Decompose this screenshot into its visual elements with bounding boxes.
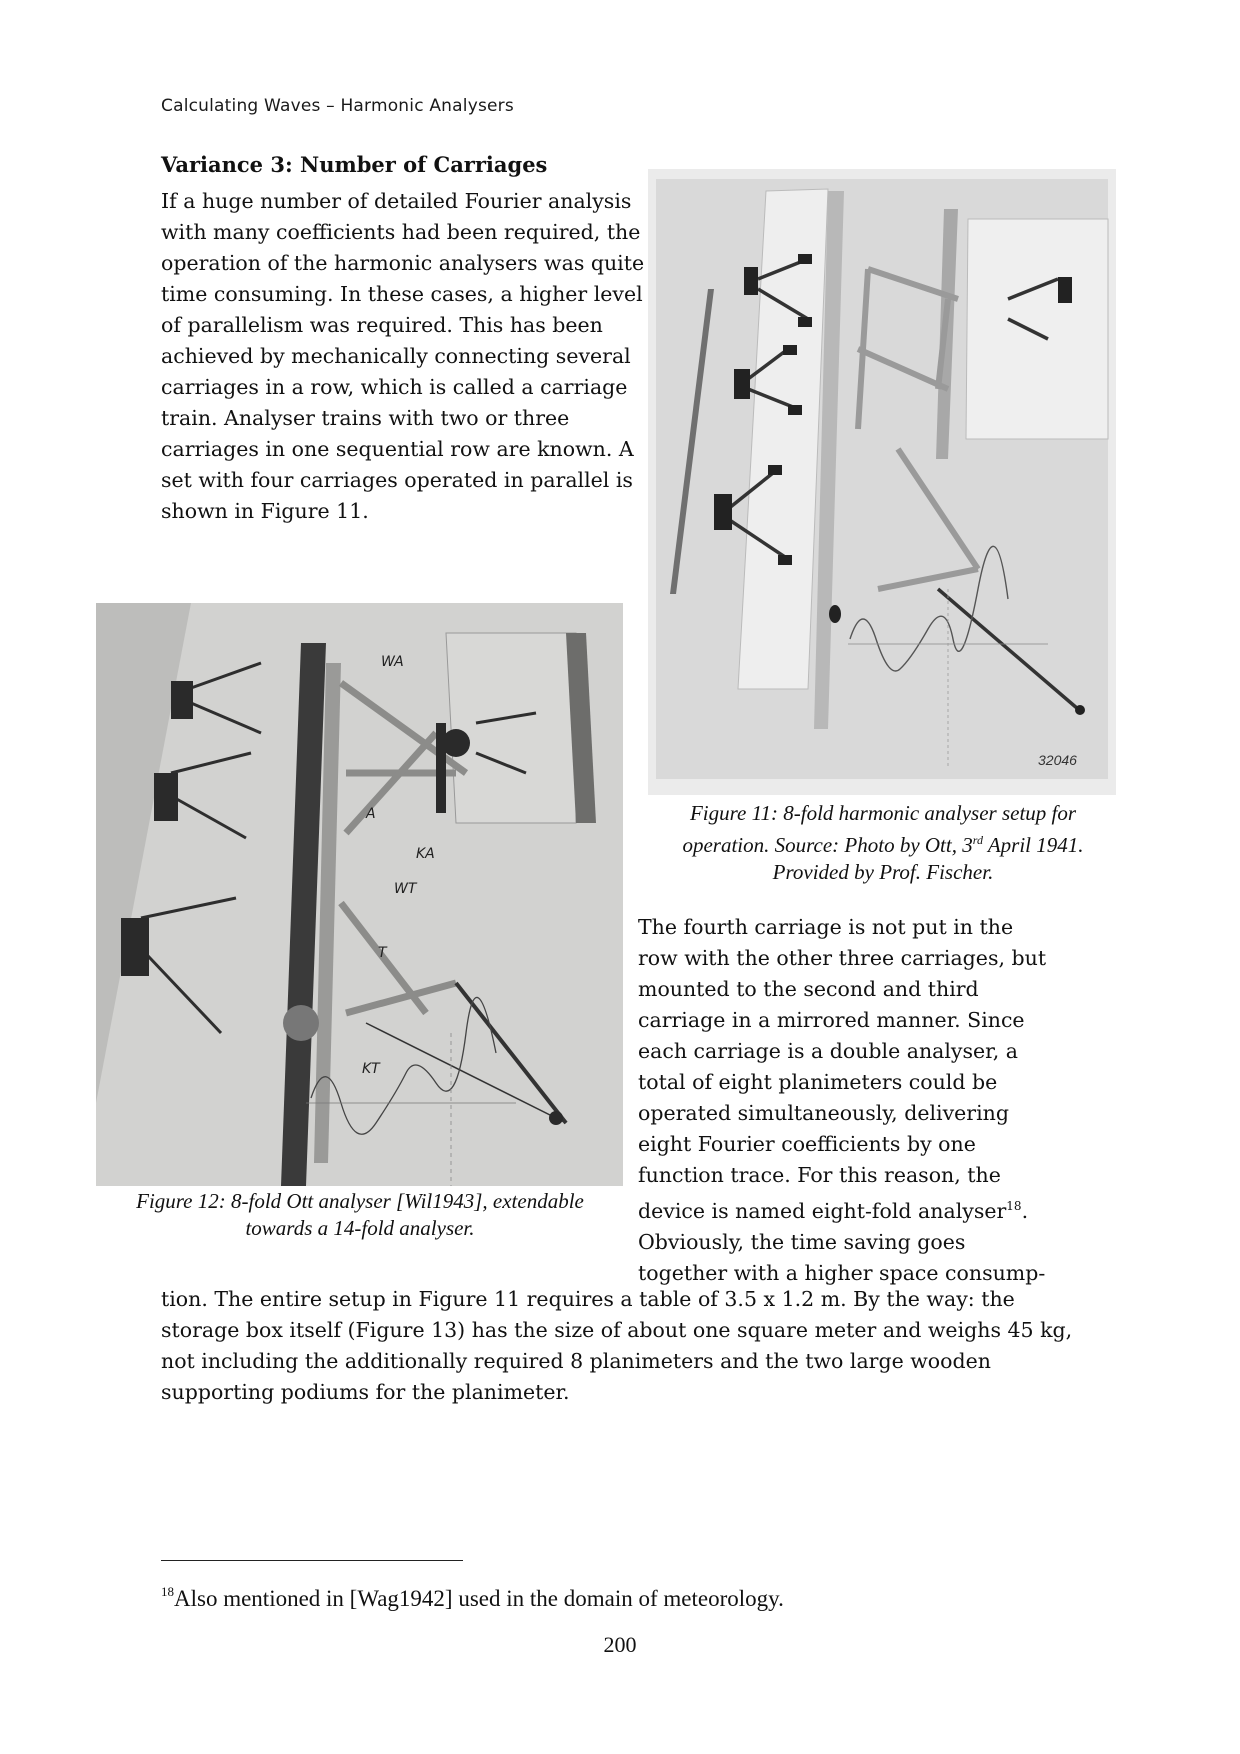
section-heading: Variance 3: Number of Carriages bbox=[161, 152, 548, 177]
text-line: supporting podiums for the planimeter. bbox=[161, 1380, 570, 1404]
ott-analyser-photo-illustration bbox=[96, 603, 623, 1186]
text-line: not including the additionally required 8 planimeters and the two large wooden bbox=[161, 1349, 991, 1373]
text-line: Obviously, the time saving goes bbox=[638, 1229, 966, 1254]
label-wt: WT bbox=[394, 881, 417, 897]
footnote-text: Also mentioned in [Wag1942] used in the domain of meteorology. bbox=[174, 1586, 784, 1611]
label-t: T bbox=[378, 945, 387, 961]
text-line: operation of the harmonic analysers was quite bbox=[161, 251, 645, 275]
text-line: achieved by mechanically connecting several bbox=[161, 344, 631, 368]
figure-11-photo bbox=[648, 169, 1116, 795]
text-line: train. Analyser trains with two or three bbox=[161, 406, 570, 430]
figure-11-caption bbox=[648, 800, 1118, 886]
figure-12-photo bbox=[96, 603, 623, 1186]
text-line: carriages in a row, which is called a carriage bbox=[161, 375, 628, 399]
text-line: carriage in a mirrored manner. Since bbox=[638, 1008, 1025, 1032]
text-line: each carriage is a double analyser, a bbox=[638, 1039, 1018, 1063]
right-column-paragraph bbox=[638, 912, 1046, 1289]
text-line: The fourth carriage is not put in the bbox=[638, 915, 1014, 939]
text-line: total of eight planimeters could be bbox=[638, 1070, 998, 1094]
caption-line: towards a 14-fold analyser. bbox=[245, 1216, 475, 1240]
text-line: shown in Figure 11. bbox=[161, 499, 369, 523]
text-line: device is named eight-fold analyser$^{18}$. bbox=[638, 1198, 1029, 1223]
label-a: A bbox=[366, 806, 376, 822]
footnote bbox=[161, 1586, 784, 1612]
text-line: storage box itself (Figure 13) has the size of about one square meter and weighs 45 kg, bbox=[161, 1318, 1073, 1342]
text-line: of parallelism was required. This has been bbox=[161, 313, 603, 337]
caption-line: operation. Source: Photo by Ott, 3rd April 1941. bbox=[682, 833, 1084, 857]
harmonic-analyser-photo-illustration bbox=[648, 169, 1116, 795]
text-line: set with four carriages operated in parallel is bbox=[161, 468, 633, 492]
caption-line: Figure 12: 8-fold Ott analyser [Wil1943], extendable bbox=[136, 1189, 584, 1213]
label-wa: WA bbox=[381, 654, 404, 670]
page-number: 200 bbox=[603, 1632, 637, 1657]
text-line: function trace. For this reason, the bbox=[638, 1163, 1001, 1187]
label-kt: KT bbox=[362, 1061, 380, 1077]
text-line: operated simultaneously, delivering bbox=[638, 1101, 1009, 1125]
intro-paragraph bbox=[161, 186, 644, 527]
caption-line: Figure 11: 8-fold harmonic analyser setup for bbox=[689, 801, 1077, 825]
text-line: with many coefficients had been required, the bbox=[161, 220, 641, 244]
text-line: If a huge number of detailed Fourier analysis bbox=[161, 189, 632, 213]
caption-line: Provided by Prof. Fischer. bbox=[772, 860, 994, 884]
text-line: tion. The entire setup in Figure 11 requires a table of 3.5 x 1.2 m. By the way: the bbox=[161, 1287, 1015, 1311]
text-line: row with the other three carriages, but bbox=[638, 946, 1047, 970]
figure-12-caption bbox=[96, 1188, 624, 1242]
full-width-paragraph bbox=[161, 1284, 1072, 1408]
photo-number-label: 32046 bbox=[1038, 752, 1077, 768]
text-line: time consuming. In these cases, a higher level bbox=[161, 282, 643, 306]
text-line: carriages in one sequential row are known. A bbox=[161, 437, 634, 461]
text-line: together with a higher space consump- bbox=[638, 1260, 1046, 1285]
footnote-number: 18 bbox=[161, 1584, 174, 1599]
label-ka: KA bbox=[416, 846, 435, 862]
running-header: Calculating Waves – Harmonic Analysers bbox=[161, 96, 514, 116]
text-line: eight Fourier coefficients by one bbox=[638, 1132, 976, 1156]
text-line: mounted to the second and third bbox=[638, 977, 979, 1001]
footnote-divider bbox=[161, 1560, 463, 1561]
footnote-reference[interactable]: 18 bbox=[1006, 1199, 1022, 1213]
